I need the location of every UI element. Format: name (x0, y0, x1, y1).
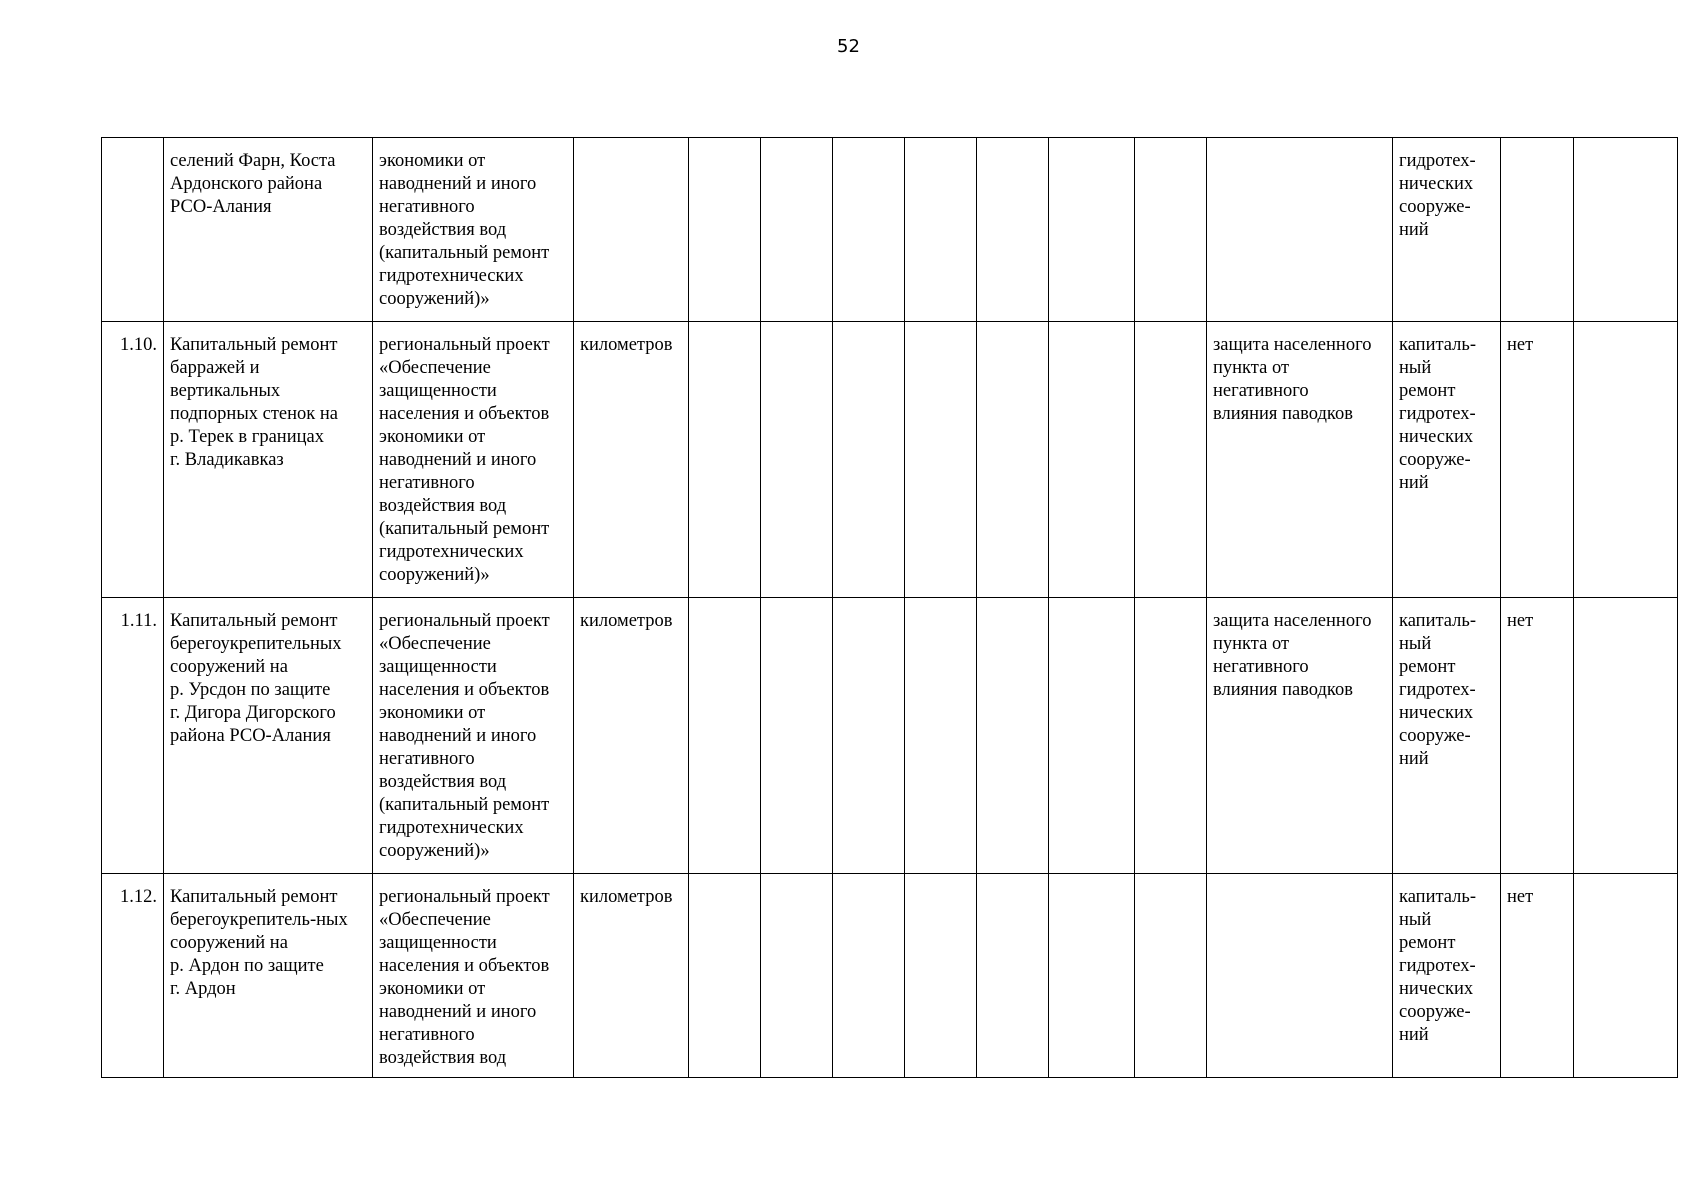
work-type-cell: гидротех- нических сооруже- ний (1393, 138, 1501, 322)
work-type-cell: капиталь- ный ремонт гидротех- нических сооруже- ний (1393, 322, 1501, 598)
empty-cell (977, 874, 1049, 1078)
empty-cell (1135, 322, 1207, 598)
table-row (102, 138, 1678, 322)
empty-cell (1574, 874, 1678, 1078)
work-type-cell: капиталь- ный ремонт гидротех- нических сооруже- ний (1393, 598, 1501, 874)
work-type-cell: капиталь- ный ремонт гидротех- нических сооруже- ний (1393, 874, 1501, 1078)
empty-cell (689, 138, 761, 322)
measure-name-cell: Капитальный ремонт барражей и вертикальных подпорных стенок на р. Терек в границах г. Владикавказ (164, 322, 373, 598)
empty-cell (689, 874, 761, 1078)
row-number-cell (102, 138, 164, 322)
empty-cell (833, 322, 905, 598)
flag-cell (1501, 138, 1574, 322)
empty-cell (1049, 138, 1135, 322)
empty-cell (905, 322, 977, 598)
empty-cell (1135, 874, 1207, 1078)
table-row (102, 598, 1678, 874)
unit-cell: километров (574, 322, 689, 598)
empty-cell (689, 598, 761, 874)
unit-cell: километров (574, 874, 689, 1078)
result-cell (1207, 138, 1393, 322)
empty-cell (905, 138, 977, 322)
measure-name-cell: Капитальный ремонт берегоукрепительных сооружений на р. Урсдон по защите г. Дигора Дигорского района РСО-Алания (164, 598, 373, 874)
empty-cell (761, 138, 833, 322)
flag-cell: нет (1501, 874, 1574, 1078)
row-number-cell: 1.11. (102, 598, 164, 874)
empty-cell (689, 322, 761, 598)
empty-cell (761, 598, 833, 874)
empty-cell (1135, 598, 1207, 874)
table-row (102, 322, 1678, 598)
empty-cell (1049, 598, 1135, 874)
empty-cell (977, 598, 1049, 874)
table-row (102, 874, 1678, 1078)
project-cell: региональный проект «Обеспечение защищенности населения и объектов экономики от наводнений и иного негативного воздействия вод (капитальный ремонт гидротехнических сооружений)» (373, 322, 574, 598)
empty-cell (833, 598, 905, 874)
measures-table (101, 137, 1678, 1078)
flag-cell: нет (1501, 322, 1574, 598)
unit-cell: километров (574, 598, 689, 874)
project-cell: региональный проект «Обеспечение защищенности населения и объектов экономики от наводнений и иного негативного воздействия вод (капитальный ремонт гидротехнических сооружений)» (373, 598, 574, 874)
result-cell: защита населенного пункта от негативного влияния паводков (1207, 598, 1393, 874)
empty-cell (761, 322, 833, 598)
empty-cell (833, 138, 905, 322)
result-cell: защита населенного пункта от негативного влияния паводков (1207, 322, 1393, 598)
project-cell: экономики от наводнений и иного негативного воздействия вод (капитальный ремонт гидротехнических сооружений)» (373, 138, 574, 322)
page-number: 52 (837, 36, 860, 57)
unit-cell (574, 138, 689, 322)
empty-cell (1135, 138, 1207, 322)
empty-cell (833, 874, 905, 1078)
empty-cell (905, 598, 977, 874)
empty-cell (1574, 322, 1678, 598)
empty-cell (1574, 138, 1678, 322)
empty-cell (1049, 874, 1135, 1078)
result-cell (1207, 874, 1393, 1078)
empty-cell (977, 138, 1049, 322)
row-number-cell: 1.12. (102, 874, 164, 1078)
flag-cell: нет (1501, 598, 1574, 874)
empty-cell (1049, 322, 1135, 598)
empty-cell (1574, 598, 1678, 874)
row-number-cell: 1.10. (102, 322, 164, 598)
project-cell: региональный проект «Обеспечение защищенности населения и объектов экономики от наводнений и иного негативного воздействия вод (373, 874, 574, 1078)
measure-name-cell: Капитальный ремонт берегоукрепитель-ных сооружений на р. Ардон по защите г. Ардон (164, 874, 373, 1078)
empty-cell (905, 874, 977, 1078)
empty-cell (761, 874, 833, 1078)
empty-cell (977, 322, 1049, 598)
measure-name-cell: селений Фарн, Коста Ардонского района РСО-Алания (164, 138, 373, 322)
